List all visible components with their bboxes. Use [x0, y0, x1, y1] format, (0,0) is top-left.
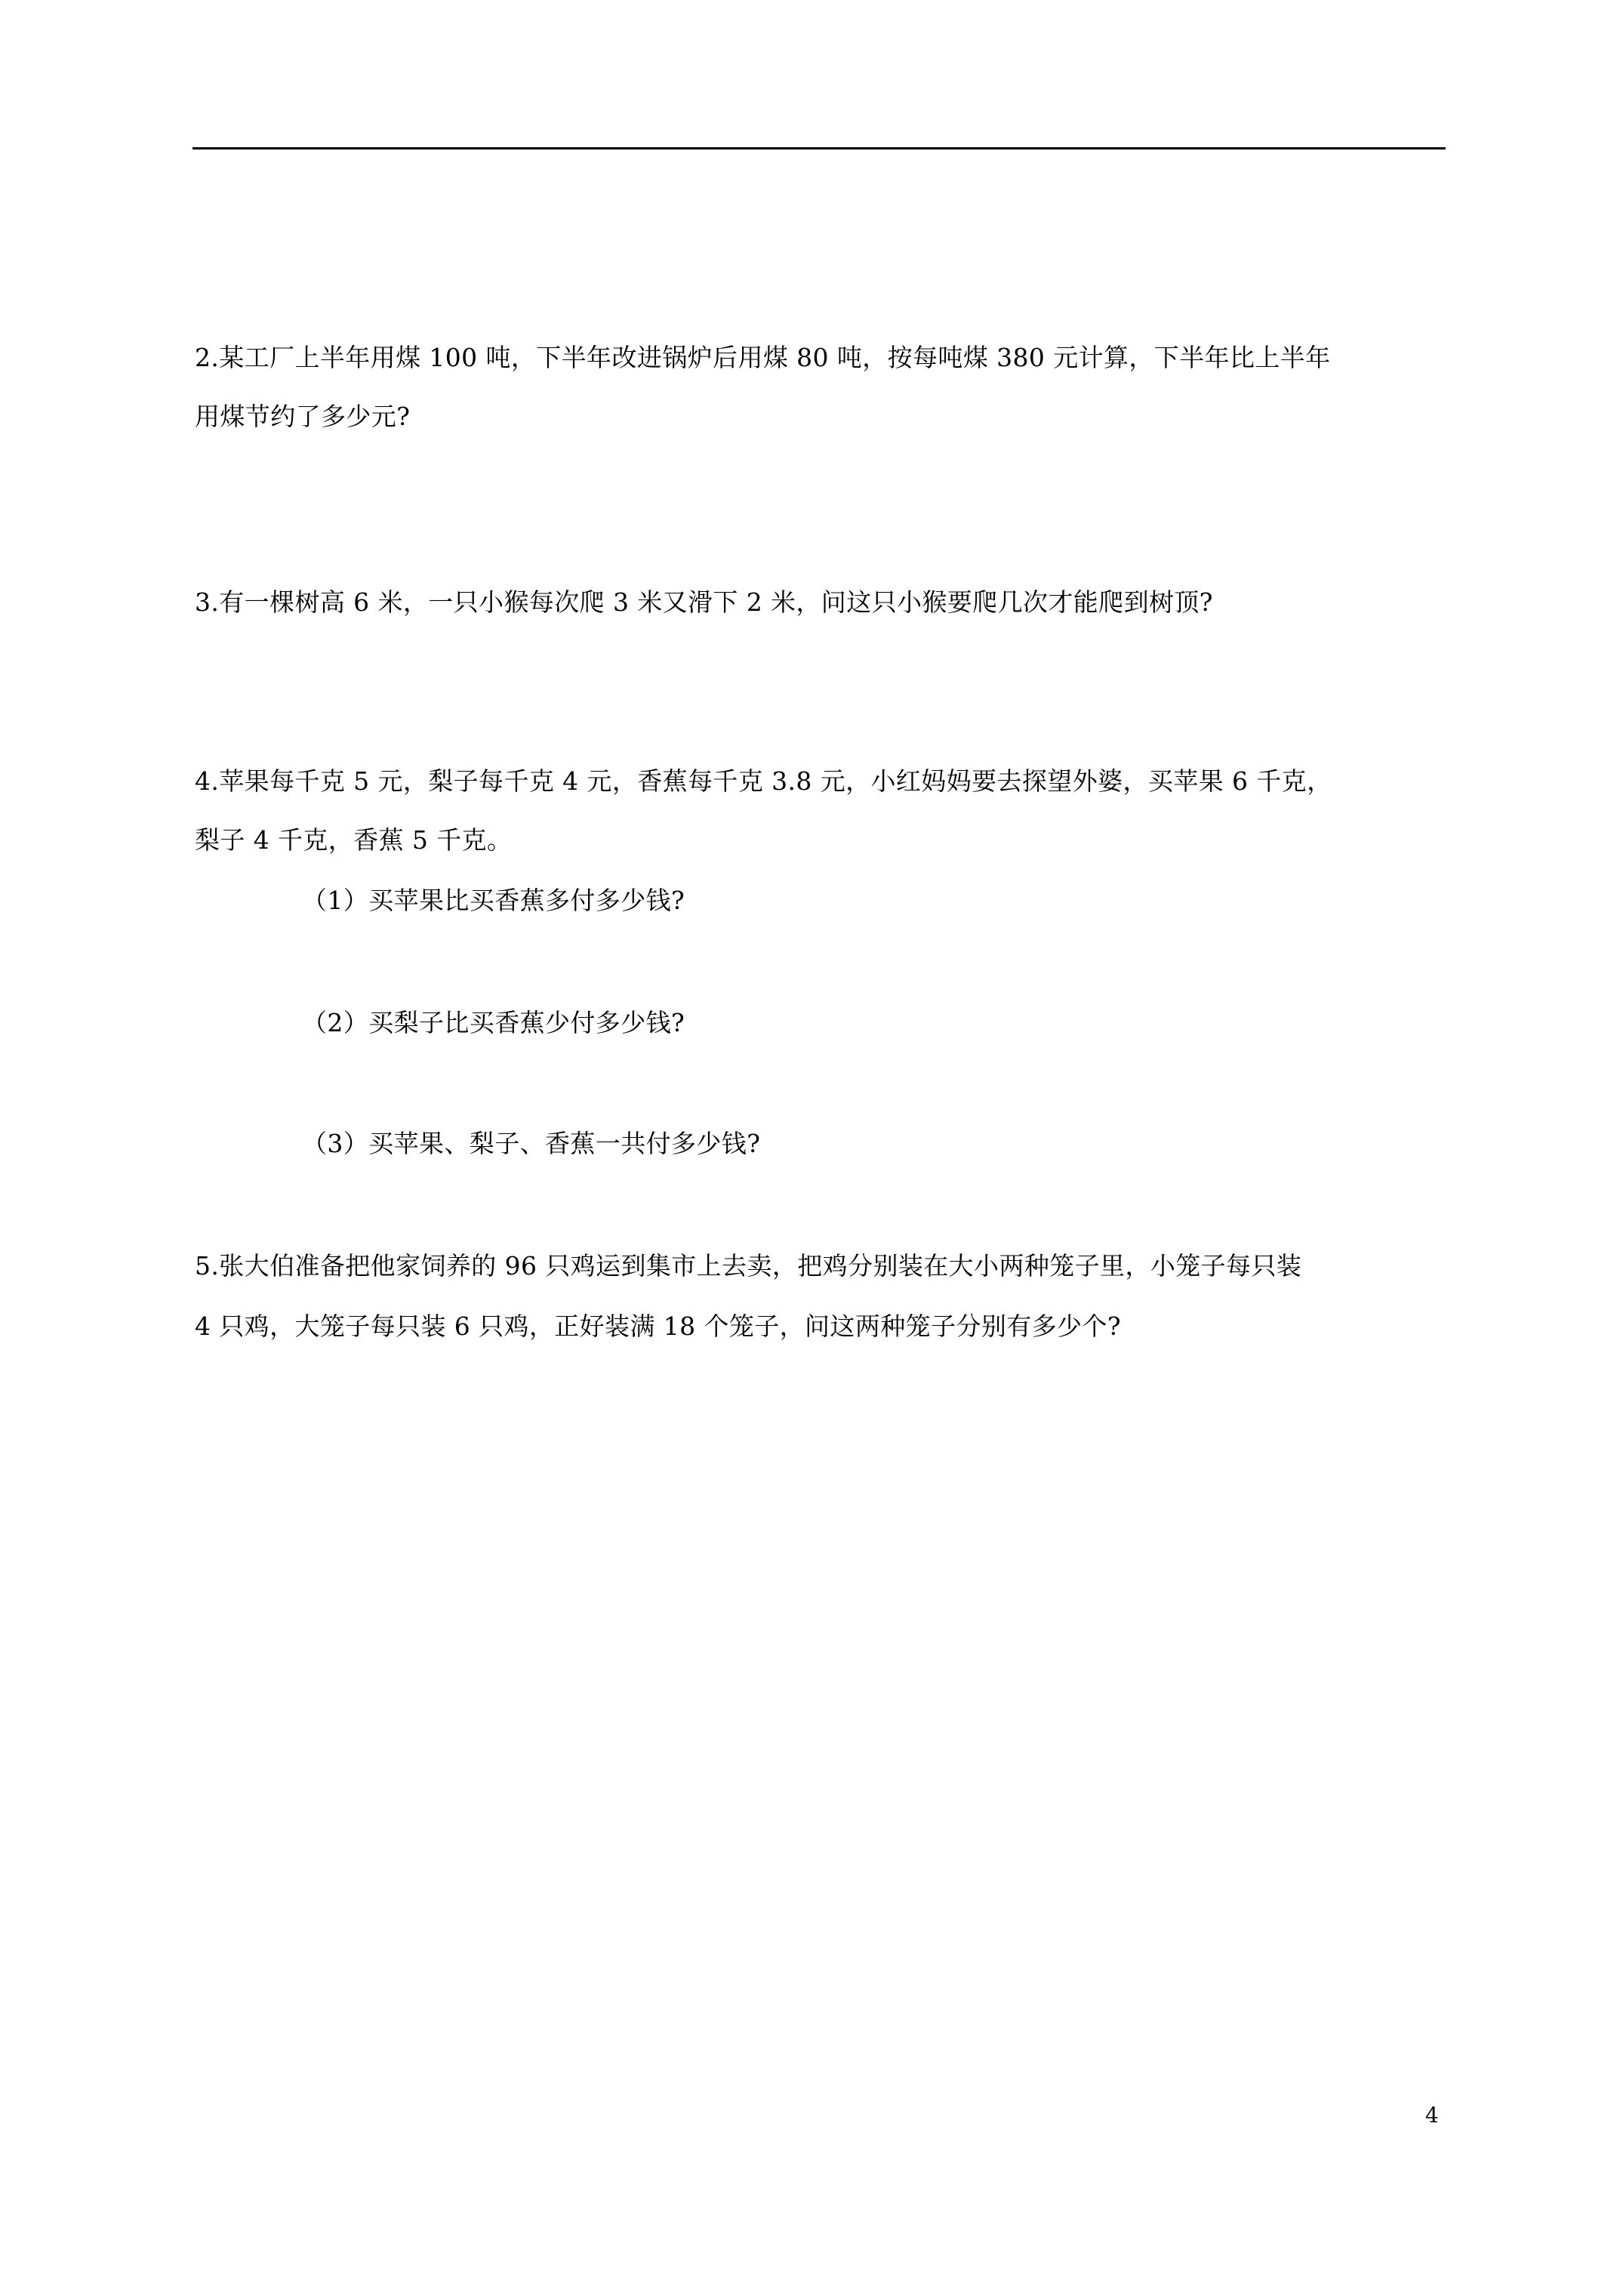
page-number: 4 — [1425, 2103, 1439, 2128]
question-5-line-1: 5.张大伯准备把他家饲养的 96 只鸡运到集市上去卖，把鸡分别装在大小两种笼子里，小笼子每只装 — [195, 1251, 1302, 1281]
question-4-sub-1: （1）买苹果比买香蕉多付多少钱? — [302, 886, 685, 915]
header-rule — [192, 147, 1446, 149]
question-2-line-2: 用煤节约了多少元? — [195, 402, 411, 431]
question-3-line-1: 3.有一棵树高 6 米，一只小猴每次爬 3 米又滑下 2 米，问这只小猴要爬几次才能爬到树顶? — [195, 587, 1213, 617]
question-4-sub-3: （3）买苹果、梨子、香蕉一共付多少钱? — [302, 1129, 761, 1158]
question-4-sub-2: （2）买梨子比买香蕉少付多少钱? — [302, 1008, 685, 1037]
question-5-line-2: 4 只鸡，大笼子每只装 6 只鸡，正好装满 18 个笼子，问这两种笼子分别有多少个? — [195, 1311, 1121, 1341]
question-4-line-2: 梨子 4 千克，香蕉 5 千克。 — [195, 825, 513, 855]
question-2-line-1: 2.某工厂上半年用煤 100 吨，下半年改进锅炉后用煤 80 吨，按每吨煤 380 元计算，下半年比上半年 — [195, 343, 1331, 372]
question-4-line-1: 4.苹果每千克 5 元，梨子每千克 4 元，香蕉每千克 3.8 元，小红妈妈要去探望外婆，买苹果 6 千克， — [195, 766, 1332, 796]
